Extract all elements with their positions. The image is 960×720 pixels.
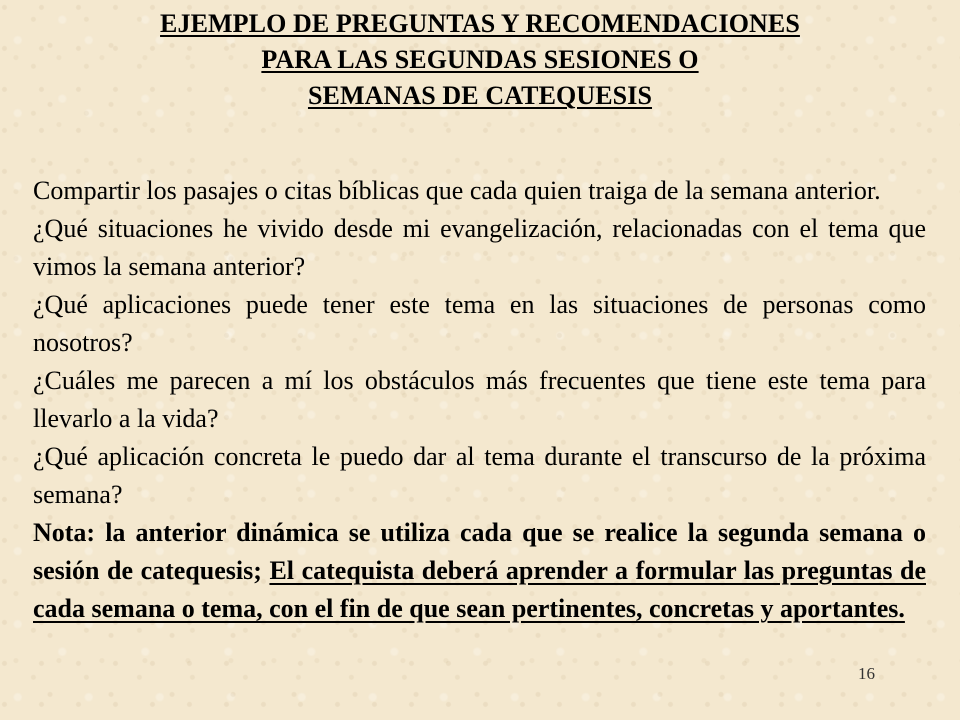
title-line-3: SEMANAS DE CATEQUESIS [307,81,653,110]
note-plain-text: Nota: la anterior dinámica se utiliza cada que se realice la segunda semana o sesión de catequesis; [33,518,926,585]
note-underlined-text: El catequista deberá aprender a formular las preguntas de cada semana o tema, con el fin de que sean pertinentes, concretas y aportantes. [33,556,926,623]
body-text [33,172,926,628]
title-line-1: EJEMPLO DE PREGUNTAS Y RECOMENDACIONES [160,9,800,38]
question-applications: ¿Qué aplicaciones puede tener este tema en las situaciones de personas como nosotros? [33,290,926,357]
paragraph-shared-passages: Compartir los pasajes o citas bíblicas que cada quien traiga de la semana anterior. [33,176,881,205]
page-number: 16 [858,664,875,683]
question-concrete-application: ¿Qué aplicación concreta le puedo dar al tema durante el transcurso de la próxima semana? [33,442,926,509]
note-paragraph [33,514,926,628]
question-situations: ¿Qué situaciones he vivido desde mi evangelización, relacionadas con el tema que vimos la semana anterior? [33,214,926,281]
title-line-2: PARA LAS SEGUNDAS SESIONES O [261,45,699,74]
document-title [0,6,960,114]
question-obstacles: ¿Cuáles me parecen a mí los obstáculos más frecuentes que tiene este tema para llevarlo a la vida? [33,366,926,433]
